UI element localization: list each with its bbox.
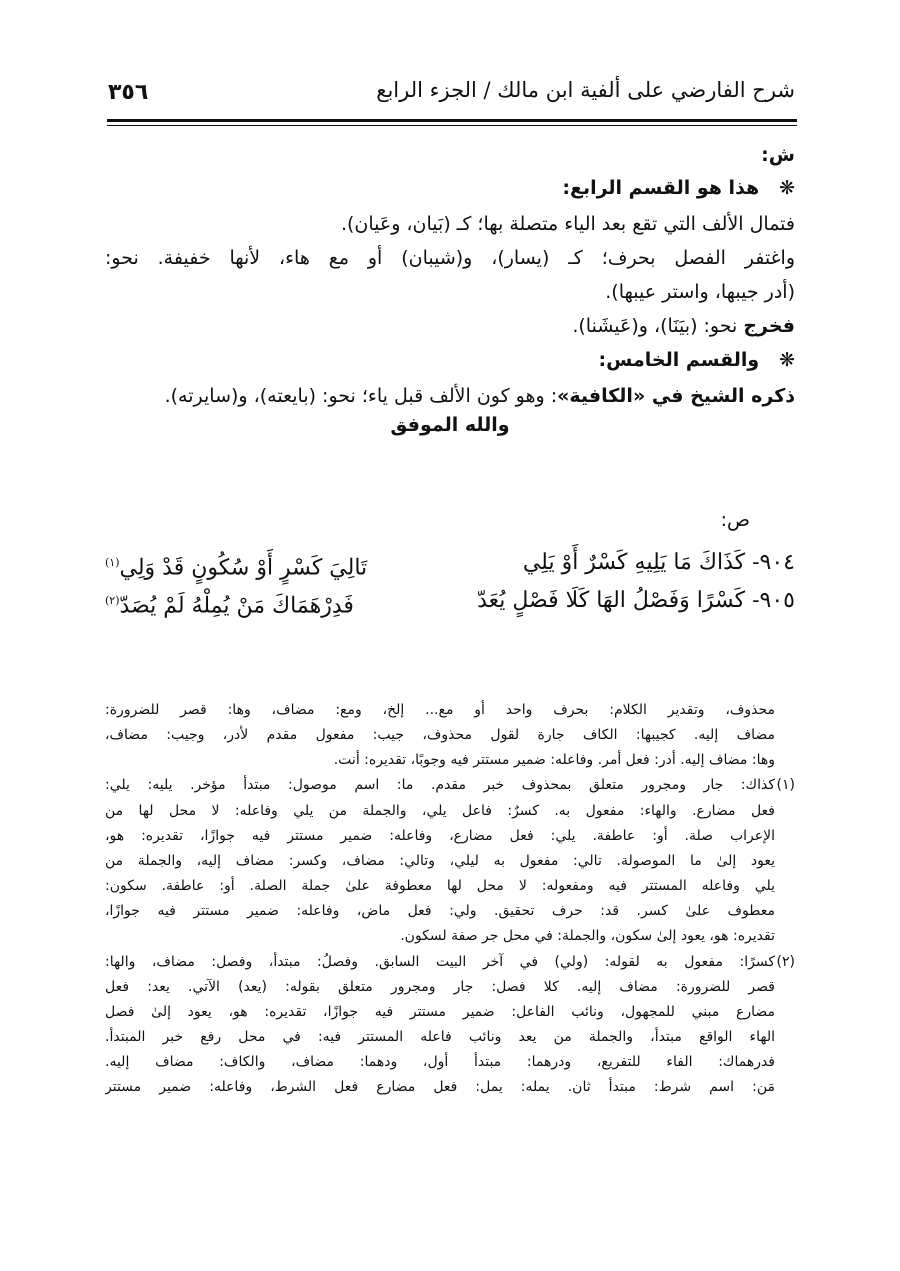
verse-904-second [105, 545, 367, 581]
heading-text: هذا هو القسم الرابع: [562, 177, 760, 199]
verse-text: فَدِرْهَمَاكَ مَنْ يُمِلْهُ لَمْ يُصَدّ [119, 593, 354, 619]
body-text: نحو: (بيَنَا)، و(عَيشَنا). [572, 315, 744, 337]
footnote-line: فعل مضارع. والهاء: مفعول به. كسرٌ: فاعل يلي، والجملة من يلي وفاعله: لا محل لها من [105, 802, 775, 819]
sharh-label: ش: [761, 144, 795, 166]
footnote-marker: (٢) [776, 953, 795, 970]
star-icon: ❋ [779, 349, 795, 371]
footnote-line: كسرًا: مفعول به لقوله: (ولي) في آخر البيت السابق. وفصلُ: مبتدأ، وفصل: مضاف، والها: [105, 953, 775, 970]
footnote-line: يعود إلىٰ ما الموصولة. تالي: مفعول به ليلي، وتالي: مضاف، وكسر: مضاف إليه، والجملة من [105, 852, 775, 869]
footnote-line: محذوف، وتقدير الكلام: بحرف واحد أو مع... إلخ، ومع: مضاف، وها: قصر للضرورة: [105, 702, 775, 718]
body-line: فتمال الألف التي تقع بعد الياء متصلة بها؛ كـ (بَيان، وعَيان). [340, 213, 795, 235]
footnote-line: معطوف علىٰ كسر. قد: حرف تحقيق. ولي: فعل ماض، وفاعله: ضمير مستتر فيه جوازًا، [105, 903, 775, 920]
footnote-line: الهاء الواقع مبتدأ، والجملة من يعد ونائب فاعله المستتر فيه: في محل رفع خبر المبتدأ. [105, 1028, 775, 1045]
footnote-line: مضارع مبني للمجهول، ونائب الفاعل: ضمير مستتر فيه جوازًا، تقديره: هو، يعود إلىٰ فصل [105, 1003, 775, 1020]
verse-905-first: ٩٠٥- كَسْرًا وَفَصْلُ الهَا كَلَا فَصْلٍ يُعَدّ [477, 588, 795, 613]
bold-term: ذكره الشيخ في «الكافية» [557, 385, 795, 407]
section-heading-5 [599, 345, 795, 375]
header-rule-thick [107, 119, 797, 122]
section-heading-4 [562, 173, 795, 203]
footnote-line: وها: مضاف إليه. أدر: فعل أمر. وفاعله: ضمير مستتر فيه وجوبًا، تقديره: أنت. [333, 752, 775, 769]
footnote-line: يلي وفاعله المستتر فيه ومفعوله: لا محل لها معطوفة علىٰ جملة الصلة. أو: عاطفة. سكون: [105, 878, 775, 895]
body-line: واغتفر الفصل بحرف؛ كـ (يسار)، و(شيبان) أو مع هاء، لأنها خفيفة. نحو: [105, 247, 795, 269]
footnote-line: قصر للضرورة: مضاف إليه. كلا فصل: جار ومجرور متعلق بقوله: (يعد) الآتي. يعد: فعل [105, 978, 775, 995]
body-text: : وهو كون الألف قبل ياء؛ نحو: (بايعته)، و(سايرته). [164, 385, 558, 407]
page-number: ٣٥٦ [108, 80, 149, 105]
footnote-line: مضاف إليه. كجيبها: الكاف جارة لقول محذوف، جيب: مفعول مقدم لأدر، وجيب: مضاف، [105, 727, 775, 744]
closing-phrase: والله الموفق [390, 414, 510, 436]
footnote-line: فدرهماك: الفاء للتفريع، ودرهما: مبتدأ أول، ودهما: مضاف، والكاف: مضاف إليه. [105, 1054, 775, 1071]
footnote-line: تقديره: هو، يعود إلىٰ سكون، والجملة: في محل جر صفة لسكون. [400, 928, 775, 945]
body-line: (أدر جيبها، واستر عيبها). [605, 281, 795, 303]
bold-term: فخرج [743, 315, 795, 337]
footnote-marker: (١) [776, 777, 795, 794]
footnote-line: الإعراب صلة. أو: عاطفة. يلي: فعل مضارع، وفاعله: ضمير مستتر فيه جوازًا، تقديره: هو، [105, 827, 775, 844]
body-line [572, 311, 795, 341]
heading-text: والقسم الخامس: [598, 349, 760, 371]
footnote-ref: (٢) [105, 594, 120, 607]
body-line [165, 381, 795, 411]
verse-text: تَالِيَ كَسْرٍ أَوْ سُكُونٍ قَدْ وَلِي [119, 555, 368, 581]
footnote-ref: (١) [105, 556, 120, 569]
matn-label: ص: [720, 509, 750, 531]
header-rule-thin [107, 125, 797, 126]
footnote-line: كذاك: جار ومجرور متعلق بمحذوف خبر مقدم. ما: اسم موصول: مبتدأ مؤخر. يليه: يلي: [105, 777, 775, 794]
verse-904-first: ٩٠٤- كَذَاكَ مَا يَلِيهِ كَسْرٌ أَوْ يَلِي [522, 550, 795, 575]
footnote-line: مَن: اسم شرط: مبتدأ ثان. يمله: يمل: فعل مضارع فعل الشرط، وفاعله: ضمير مستتر [105, 1079, 775, 1096]
verse-905-second [105, 583, 354, 619]
running-title: شرح الفارضي على ألفية ابن مالك / الجزء الرابع [376, 78, 795, 102]
star-icon: ❋ [779, 177, 795, 199]
